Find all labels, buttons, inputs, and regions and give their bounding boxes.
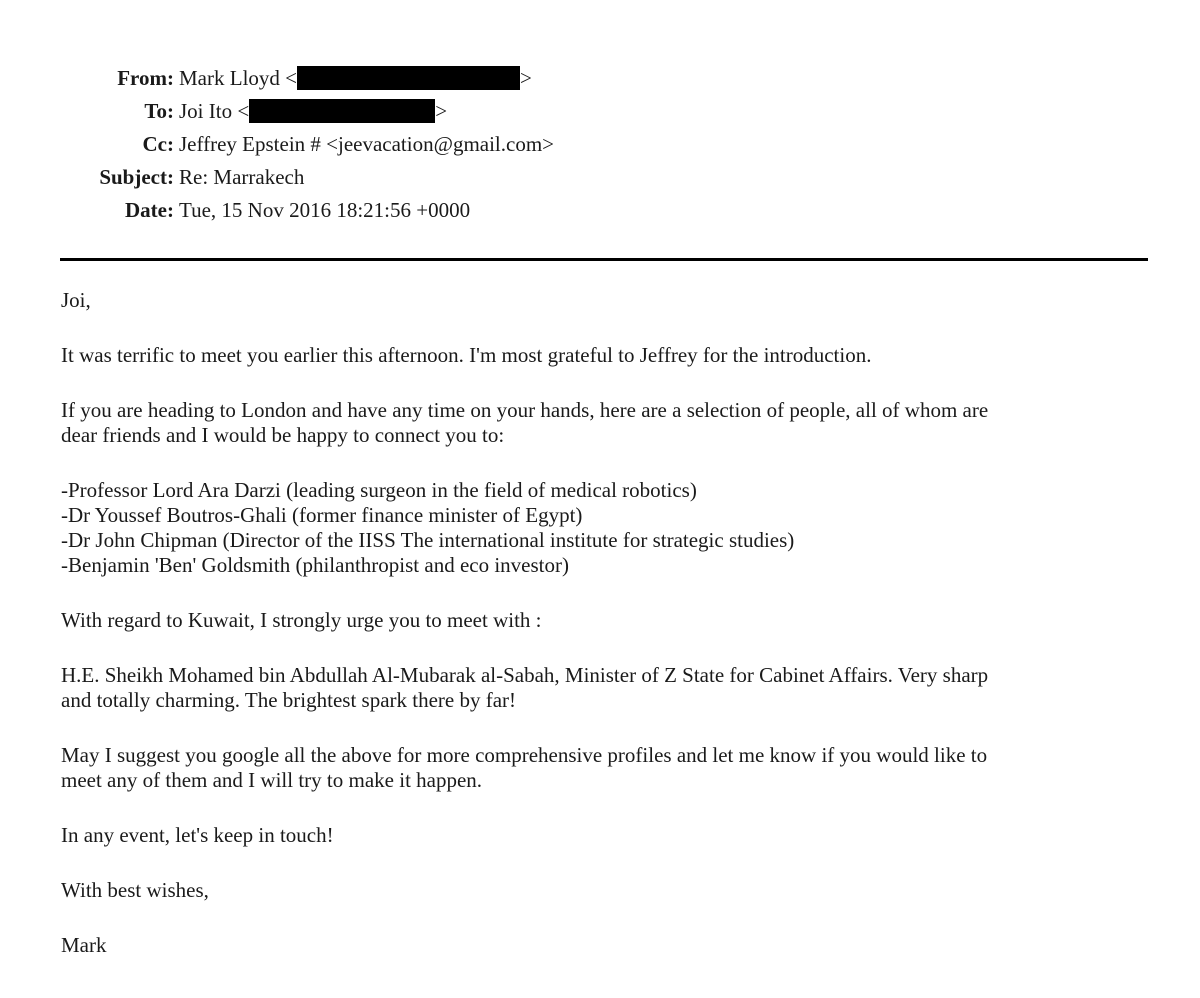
- date-label: Date:: [125, 198, 174, 222]
- paragraph-line: meet any of them and I will try to make it happen.: [61, 768, 483, 792]
- date-row: [0, 194, 1200, 227]
- paragraph: In any event, let's keep in touch!: [61, 823, 334, 847]
- from-row: [0, 62, 1200, 95]
- header-divider: [60, 258, 1148, 261]
- paragraph: With regard to Kuwait, I strongly urge you to meet with :: [61, 608, 542, 632]
- to-label: To:: [144, 99, 174, 123]
- subject-row: [0, 161, 1200, 194]
- subject-value: Re: Marrakech: [179, 165, 305, 189]
- paragraph: It was terrific to meet you earlier this afternoon. I'm most grateful to Jeffrey for the introduction.: [61, 343, 872, 367]
- list-item: -Professor Lord Ara Darzi (leading surgeon in the field of medical robotics): [61, 478, 697, 502]
- list-item: -Benjamin 'Ben' Goldsmith (philanthropist and eco investor): [61, 553, 569, 577]
- greeting: Joi,: [61, 288, 91, 312]
- paragraph: [61, 663, 1151, 713]
- cc-label: Cc:: [142, 132, 174, 156]
- closing: With best wishes,: [61, 878, 209, 902]
- to-value: [179, 95, 447, 128]
- list-item: -Dr Youssef Boutros-Ghali (former finance minister of Egypt): [61, 503, 583, 527]
- subject-label: Subject:: [99, 165, 174, 189]
- redaction-block: [297, 66, 520, 90]
- from-name: Mark Lloyd <: [179, 66, 297, 90]
- from-label: From:: [117, 66, 174, 90]
- email-body: [61, 288, 1151, 988]
- people-list: [61, 478, 1151, 578]
- from-close: >: [520, 66, 532, 90]
- to-close: >: [435, 99, 448, 123]
- cc-row: [0, 128, 1200, 161]
- list-item: -Dr John Chipman (Director of the IISS The international institute for strategic studies): [61, 528, 795, 552]
- paragraph: [61, 398, 1151, 448]
- from-value: [179, 62, 532, 95]
- to-row: [0, 95, 1200, 128]
- paragraph-line: and totally charming. The brightest spark there by far!: [61, 688, 517, 712]
- date-value: Tue, 15 Nov 2016 18:21:56 +0000: [179, 198, 471, 222]
- redaction-block: [249, 99, 435, 123]
- paragraph: [61, 743, 1151, 793]
- paragraph-line: If you are heading to London and have any time on your hands, here are a selection of people, all of whom are: [61, 398, 989, 422]
- paragraph-line: H.E. Sheikh Mohamed bin Abdullah Al-Mubarak al-Sabah, Minister of Z State for Cabinet Affairs. Very sharp: [61, 663, 989, 687]
- email-header: [0, 62, 1200, 227]
- paragraph-line: May I suggest you google all the above for more comprehensive profiles and let me know if you would like to: [61, 743, 988, 767]
- signature: Mark: [61, 933, 107, 957]
- cc-value: Jeffrey Epstein # <jeevacation@gmail.com>: [179, 132, 555, 156]
- to-name: Joi Ito <: [179, 99, 250, 123]
- paragraph-line: dear friends and I would be happy to connect you to:: [61, 423, 505, 447]
